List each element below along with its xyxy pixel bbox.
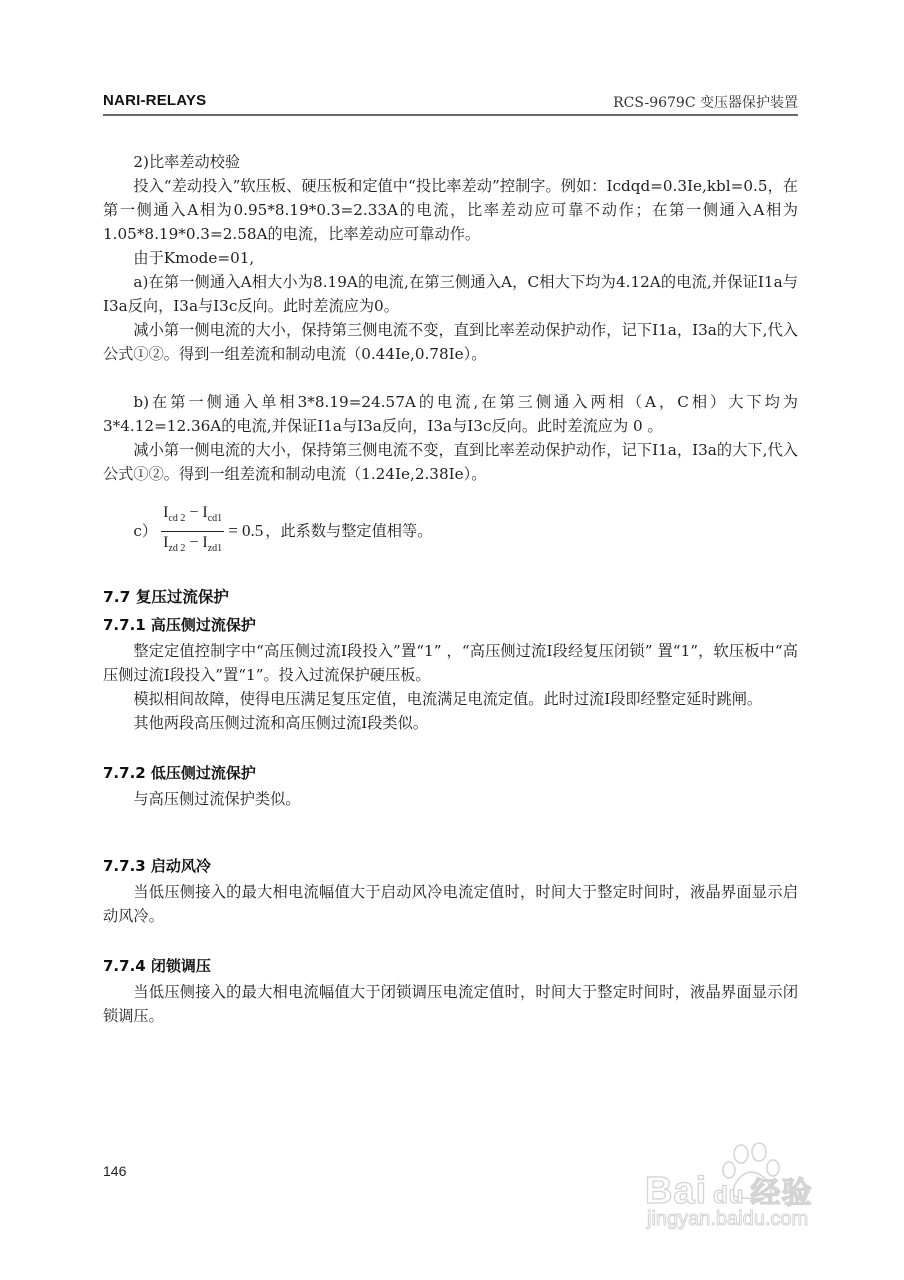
paragraph-kmode: 由于Kmode=01, bbox=[133, 249, 255, 267]
spacer bbox=[103, 559, 798, 583]
formula-label: c） bbox=[133, 522, 158, 540]
spacer bbox=[103, 835, 798, 852]
paragraph-773-1: 当低压侧接入的最大相电流幅值大于启动风冷电流定值时，时间大于整定时间时，液晶界面显示启动风冷。 bbox=[103, 883, 798, 925]
spacer bbox=[103, 928, 798, 952]
baidu-watermark bbox=[645, 1142, 845, 1232]
paragraph-772-1: 与高压侧过流保护类似。 bbox=[133, 790, 301, 808]
page-header bbox=[103, 92, 798, 116]
paragraph-step-a2: 减小第一侧电流的大小，保持第三侧电流不变，直到比率差动保护动作，记下I1a，I3a的大下,代入公式①②。得到一组差流和制动电流（0.44Ie,0.78Ie）。 bbox=[103, 321, 798, 363]
subsection-title-ratio-diff: 2)比率差动校验 bbox=[133, 153, 241, 171]
fraction bbox=[161, 503, 224, 558]
paragraph-ratio-intro: 投入“差动投入”软压板、硬压板和定值中“投比率差动”控制字。例如：Icdqd=0.3Ie,kbl=0.5，在第一侧通入A相为0.95*8.19*0.3=2.33A的电流，比率差动应可靠不动作；在第一侧通入A相为1.05*8.19*0.3=2.58A的电流，比率差动应可靠动作。 bbox=[103, 177, 798, 243]
section-heading-7-7-4: 7.7.4 闭锁调压 bbox=[103, 957, 211, 975]
formula-note: ，此系数与整定值相等。 bbox=[265, 522, 433, 540]
paragraph-774-1: 当低压侧接入的最大相电流幅值大于闭锁调压电流定值时，时间大于整定时间时，液晶界面显示闭锁调压。 bbox=[103, 983, 798, 1025]
spacer bbox=[103, 366, 798, 390]
formula-result: = 0.5 bbox=[228, 521, 264, 540]
section-heading-7-7-2: 7.7.2 低压侧过流保护 bbox=[103, 764, 256, 782]
baidu-logo-text: Bai du 经验 bbox=[645, 1170, 813, 1212]
paragraph-step-a1: a)在第一侧通入A相大小为8.19A的电流,在第三侧通入A，C相大下均为4.12A的电流,并保证I1a与I3a反向，I3a与I3c反向。此时差流应为0。 bbox=[103, 273, 798, 315]
section-heading-7-7-1: 7.7.1 高压侧过流保护 bbox=[103, 616, 256, 634]
paragraph-771-1: 整定定值控制字中“高压侧过流Ⅰ段投入”置“1” ，“高压侧过流Ⅰ段经复压闭锁” 置“1”，软压板中“高压侧过流Ⅰ段投入”置“1”。投入过流保护硬压板。 bbox=[103, 642, 798, 684]
product-title: RCS-9679C 变压器保护装置 bbox=[613, 95, 798, 111]
page-number: 146 bbox=[103, 1163, 127, 1179]
brand-name: NARI-RELAYS bbox=[103, 92, 207, 109]
document-body bbox=[103, 150, 798, 1028]
paragraph-771-3: 其他两段高压侧过流和高压侧过流Ⅰ段类似。 bbox=[133, 714, 428, 732]
fraction-denominator: $I_{zd 2} - I_{zd1}$ bbox=[163, 533, 223, 554]
spacer bbox=[103, 811, 798, 835]
section-heading-7-7: 7.7 复压过流保护 bbox=[103, 588, 229, 606]
paragraph-step-b1: b)在第一侧通入单相3*8.19=24.57A的电流,在第三侧通入两相（A，C相）大下均为3*4.12=12.36A的电流,并保证I1a与I3a反向，I3a与I3c反向。此时差流应为 0 。 bbox=[103, 393, 798, 435]
paragraph-771-2: 模拟相间故障，使得电压满足复压定值，电流满足电流定值。此时过流Ⅰ段即经整定延时跳闸。 bbox=[133, 690, 763, 708]
baidu-url: jingyan.baidu.com bbox=[647, 1208, 809, 1230]
paragraph-step-b2: 减小第一侧电流的大小，保持第三侧电流不变，直到比率差动保护动作，记下I1a，I3a的大下,代入公式①②。得到一组差流和制动电流（1.24Ie,2.38Ie）。 bbox=[103, 441, 798, 483]
section-heading-7-7-3: 7.7.3 启动风冷 bbox=[103, 857, 211, 875]
spacer bbox=[103, 486, 798, 503]
fraction-numerator: $I_{cd 2} - I_{cd1}$ bbox=[161, 503, 224, 531]
spacer bbox=[103, 735, 798, 759]
formula-c bbox=[103, 503, 798, 559]
